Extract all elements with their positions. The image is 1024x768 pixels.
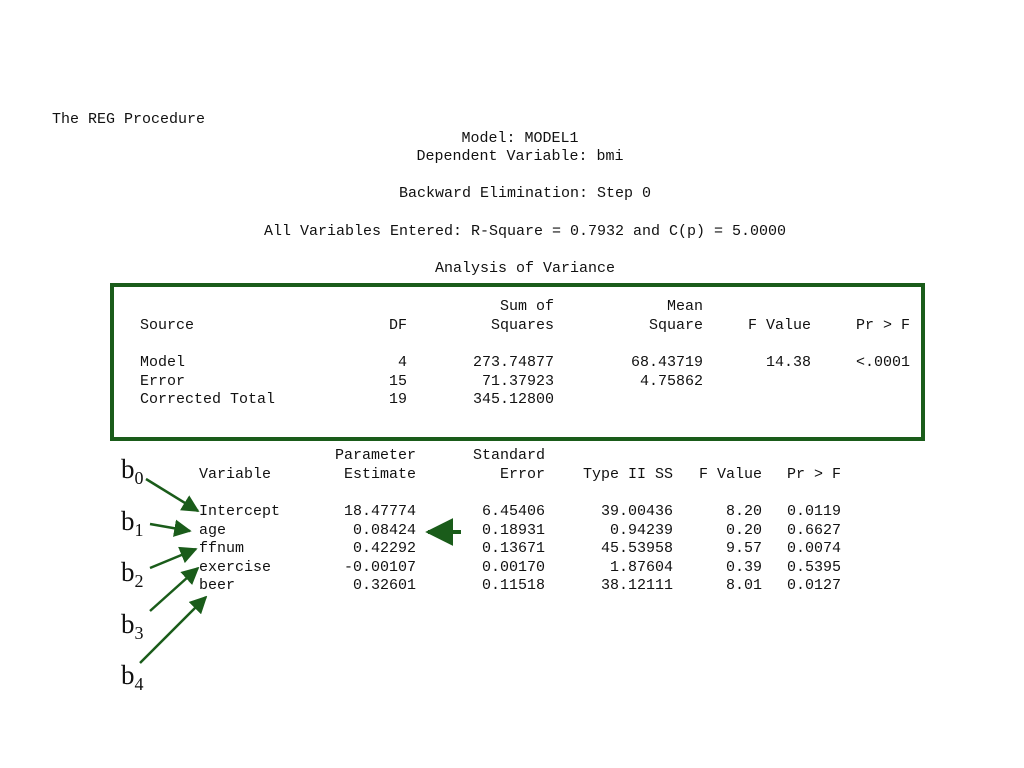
param-row-variable: age (199, 522, 227, 539)
arrow-b3-exercise (150, 568, 198, 611)
param-header-pr-f: Pr > F (786, 466, 841, 483)
param-row-ss: 38.12111 (600, 577, 673, 594)
arrow-b0-intercept (146, 479, 198, 511)
coefficient-label-b2: $b_2$ (121, 557, 144, 591)
step-label: Backward Elimination: Step 0 (398, 185, 652, 202)
param-row-se: 6.45406 (481, 503, 545, 520)
param-row-ss: 39.00436 (600, 503, 673, 520)
param-row-estimate: 0.08424 (352, 522, 416, 539)
param-row-p: 0.5395 (786, 559, 841, 576)
anova-row-ms: 4.75862 (639, 373, 703, 390)
param-row-se: 0.18931 (481, 522, 545, 539)
param-row-se: 0.00170 (481, 559, 545, 576)
anova-header-square: Square (648, 317, 703, 334)
anova-title: Analysis of Variance (434, 260, 616, 277)
coefficient-label-b0: $b_0$ (121, 454, 144, 488)
param-row-se: 0.11518 (481, 577, 545, 594)
anova-header-f-value: F Value (747, 317, 811, 334)
anova-row-df: 19 (388, 391, 407, 408)
anova-row-source: Error (140, 373, 186, 390)
anova-header-mean: Mean (666, 298, 703, 315)
param-row-p: 0.0127 (786, 577, 841, 594)
param-row-f: 8.01 (725, 577, 762, 594)
param-header-standard: Standard (472, 447, 545, 464)
param-row-ss: 0.94239 (609, 522, 673, 539)
anova-row-source: Corrected Total (140, 391, 276, 408)
param-row-variable: exercise (199, 559, 272, 576)
param-row-estimate: 18.47774 (343, 503, 416, 520)
param-row-variable: beer (199, 577, 236, 594)
anova-header-squares: Squares (490, 317, 554, 334)
r-square-line: All Variables Entered: R-Square = 0.7932 and C(p) = 5.0000 (263, 223, 787, 240)
param-row-f: 8.20 (725, 503, 762, 520)
param-row-se: 0.13671 (481, 540, 545, 557)
param-row-variable: ffnum (199, 540, 245, 557)
param-row-f: 0.20 (725, 522, 762, 539)
param-header-estimate: Estimate (343, 466, 416, 483)
arrow-b4-beer (140, 597, 206, 663)
anova-row-f: 14.38 (765, 354, 811, 371)
anova-row-p: <.0001 (855, 354, 910, 371)
anova-header-source: Source (140, 317, 195, 334)
param-row-p: 0.0074 (786, 540, 841, 557)
param-header-variable: Variable (199, 466, 272, 483)
param-row-variable: Intercept (199, 503, 281, 520)
arrow-b2-ffnum (150, 549, 196, 568)
coefficient-label-b4: $b_4$ (121, 660, 144, 694)
param-row-ss: 1.87604 (609, 559, 673, 576)
param-header-f-value: F Value (698, 466, 762, 483)
param-row-estimate: 0.42292 (352, 540, 416, 557)
anova-row-df: 4 (397, 354, 407, 371)
anova-row-ss: 345.12800 (472, 391, 554, 408)
coefficient-label-b3: $b_3$ (121, 609, 144, 643)
param-header-error: Error (499, 466, 545, 483)
anova-row-ss: 71.37923 (481, 373, 554, 390)
param-header-type2-ss: Type II SS (582, 466, 673, 483)
param-header-parameter: Parameter (334, 447, 416, 464)
anova-row-df: 15 (388, 373, 407, 390)
anova-header-pr-f: Pr > F (855, 317, 910, 334)
arrow-b1-age (150, 524, 190, 531)
anova-header-df: DF (388, 317, 407, 334)
param-row-f: 9.57 (725, 540, 762, 557)
anova-row-ms: 68.43719 (630, 354, 703, 371)
dependent-variable-label: Dependent Variable: bmi (416, 148, 624, 165)
param-row-f: 0.39 (725, 559, 762, 576)
param-row-p: 0.6627 (786, 522, 841, 539)
procedure-title: The REG Procedure (52, 111, 206, 128)
coefficient-label-b1: $b_1$ (121, 506, 144, 540)
anova-row-ss: 273.74877 (472, 354, 554, 371)
anova-header-sum-of: Sum of (499, 298, 554, 315)
param-row-estimate: 0.32601 (352, 577, 416, 594)
param-row-p: 0.0119 (786, 503, 841, 520)
param-row-ss: 45.53958 (600, 540, 673, 557)
anova-row-source: Model (140, 354, 186, 371)
model-label: Model: MODEL1 (461, 130, 579, 147)
param-row-estimate: -0.00107 (343, 559, 416, 576)
